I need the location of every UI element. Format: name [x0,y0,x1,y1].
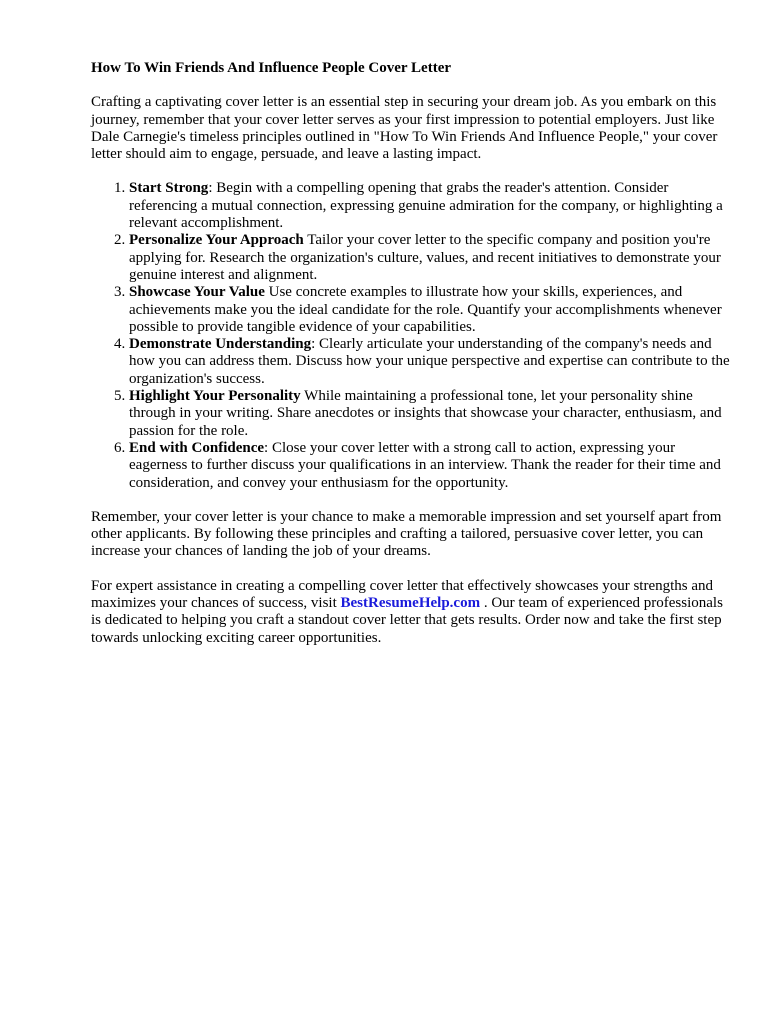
cta-text-after: . Our team of experienced professionals is dedicated to helping you craft a standout cover letter that gets results. Order now and take the first step towards unlocking exciting career opportunities. [91,595,723,646]
step-text: Begin with a compelling opening that grabs the reader's attention. Consider referencing a mutual connection, expressing genuine admiration for the company, or highlighting a relevant accomplishment. [129,180,723,232]
step-title: Personalize Your Approach [129,232,304,249]
closing-paragraph: Remember, your cover letter is your chance to make a memorable impression and set yourself apart from other applicants. By following these principles and crafting a tailored, persuasive cover letter, you can increase your chances of landing the job of your dreams. [91,508,722,560]
cta-text-before: For expert assistance in creating a compelling cover letter that effectively showcases your strengths and maximizes your chances of success, visit [91,577,714,612]
step-title: Showcase Your Value [129,284,265,301]
step-text: Use concrete examples to illustrate how your skills, experiences, and achievements make you the ideal candidate for the role. Quantify your accomplishments whenever possible to provide tangible evidence of your capabilities. [129,284,722,335]
list-item [129,440,731,492]
step-separator: : [311,336,316,353]
step-title: Demonstrate Understanding [129,336,312,353]
intro-paragraph: Crafting a captivating cover letter is an essential step in securing your dream job. As you embark on this journey, remember that your cover letter serves as your first impression to potential employers. Just like Dale Carnegie's timeless principles outlined in "How To Win Friends And Influence People," your cover letter should aim to engage, persuade, and leave a lasting impact. [91,94,718,163]
list-item [129,284,731,336]
cta-paragraph [91,578,731,647]
step-separator: : [208,180,213,197]
bestresumehelp-link[interactable]: BestResumeHelp.com [340,595,481,612]
step-text: Tailor your cover letter to the specific company and position you're applying for. Research the organization's culture, values, and recent initiatives to demonstrate your genuine interest and alignment. [129,232,721,283]
step-text: While maintaining a professional tone, let your personality shine through in your writing. Share anecdotes or insights that showcase your character, enthusiasm, and passion for the role. [129,388,722,439]
step-title: End with Confidence [129,439,265,456]
step-title: Start Strong [129,180,209,197]
step-text: Close your cover letter with a strong call to action, expressing your eagerness to further discuss your qualifications in an interview. Thank the reader for their time and consideration, and convey your enthusiasm for the opportunity. [129,439,721,491]
document-title: How To Win Friends And Influence People Cover Letter [91,60,452,76]
step-title: Highlight Your Personality [129,388,301,405]
step-separator: : [264,439,269,456]
list-item [129,180,731,232]
list-item [129,336,731,388]
step-text: Clearly articulate your understanding of the company's needs and how you can address them. Discuss how your unique perspective and expertise can contribute to the organization's success. [129,336,730,387]
document-page [91,60,731,664]
list-item [129,232,731,284]
steps-list [91,180,731,491]
list-item [129,388,731,440]
